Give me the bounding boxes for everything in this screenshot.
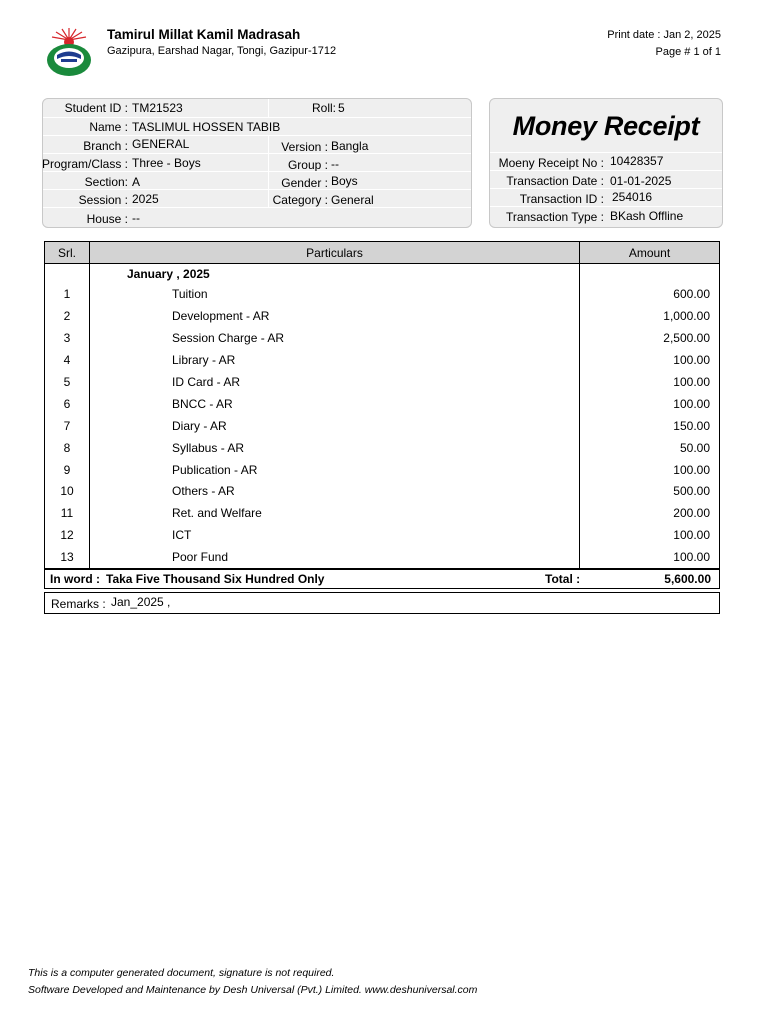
in-word-label: In word : (50, 572, 100, 586)
table-row (45, 415, 720, 437)
gender-label: Gender : (281, 176, 328, 190)
info-row-section (43, 171, 471, 189)
in-word-value: Taka Five Thousand Six Hundred Only (106, 572, 325, 586)
receipt-title: Money Receipt (512, 111, 700, 141)
session-value: 2025 (132, 192, 159, 206)
table-row (45, 284, 720, 306)
srl-header: Srl. (45, 242, 90, 264)
program-value: Three - Boys (132, 156, 201, 170)
table-row (45, 305, 720, 327)
row-particular: Poor Fund (90, 546, 580, 568)
row-particular: Ret. and Welfare (90, 502, 580, 524)
row-particular: Others - AR (90, 481, 580, 503)
table-row (45, 349, 720, 371)
receipt-no-row (490, 152, 722, 170)
student-id-value: TM21523 (132, 101, 183, 115)
particulars-header: Particulars (90, 242, 580, 264)
table-row (45, 371, 720, 393)
transaction-date-row (490, 170, 722, 188)
footer-developer: Software Developed and Maintenance by Desh Universal (Pvt.) Limited. www.deshuniversal.com (28, 984, 478, 996)
row-serial: 9 (45, 459, 90, 481)
group-value: -- (331, 157, 339, 171)
row-particular: Publication - AR (90, 459, 580, 481)
table-row (45, 327, 720, 349)
month-row (45, 264, 720, 284)
version-label: Version : (281, 140, 328, 154)
gender-value: Boys (331, 174, 358, 188)
table-row (45, 546, 720, 568)
institution-name: Tamirul Millat Kamil Madrasah (107, 27, 301, 42)
row-serial: 1 (45, 284, 90, 306)
transaction-id-value: 254016 (612, 190, 653, 204)
transaction-id-row (490, 188, 722, 206)
student-id-label: Student ID : (64, 101, 128, 115)
row-particular: ID Card - AR (90, 371, 580, 393)
row-amount: 2,500.00 (580, 327, 720, 349)
remarks-value: Jan_2025 , (111, 595, 171, 609)
row-amount: 50.00 (580, 437, 720, 459)
house-value: -- (132, 211, 140, 225)
row-amount: 500.00 (580, 481, 720, 503)
row-serial: 3 (45, 327, 90, 349)
row-particular: Development - AR (90, 305, 580, 327)
student-info-panel (42, 98, 472, 228)
row-serial: 6 (45, 393, 90, 415)
transaction-id-label: Transaction ID : (519, 192, 604, 206)
session-label: Session : (78, 193, 128, 207)
receipt-no-label: Moeny Receipt No : (498, 156, 604, 170)
program-label: Program/Class : (41, 157, 128, 171)
info-row-branch (43, 135, 471, 153)
table-row (45, 502, 720, 524)
row-amount: 150.00 (580, 415, 720, 437)
house-label: House : (86, 212, 128, 226)
transaction-type-row (490, 206, 722, 228)
row-particular: Syllabus - AR (90, 437, 580, 459)
roll-value: 5 (338, 101, 345, 115)
branch-value: GENERAL (132, 137, 190, 151)
row-particular: ICT (90, 524, 580, 546)
month-label: January , 2025 (90, 264, 580, 284)
table-row (45, 524, 720, 546)
section-value: A (132, 175, 141, 189)
row-amount: 100.00 (580, 349, 720, 371)
page-number: Page # 1 of 1 (655, 46, 721, 58)
name-label: Name : (89, 120, 128, 134)
table-row (45, 437, 720, 459)
transaction-type-value: BKash Offline (610, 209, 684, 223)
receipt-no-value: 10428357 (610, 154, 664, 168)
row-particular: BNCC - AR (90, 393, 580, 415)
transaction-date-value: 01-01-2025 (610, 174, 672, 188)
row-serial: 10 (45, 481, 90, 503)
row-serial: 2 (45, 305, 90, 327)
footer-disclaimer: This is a computer generated document, signature is not required. (28, 967, 335, 979)
row-particular: Diary - AR (90, 415, 580, 437)
money-receipt-panel (489, 98, 723, 228)
row-serial: 5 (45, 371, 90, 393)
madrasah-emblem-icon (44, 26, 94, 78)
row-particular: Library - AR (90, 349, 580, 371)
info-row-name (43, 117, 471, 135)
row-particular: Tuition (90, 284, 580, 306)
fee-items-table (44, 241, 720, 569)
table-row (45, 393, 720, 415)
row-amount: 100.00 (580, 524, 720, 546)
info-row-session (43, 189, 471, 207)
transaction-date-label: Transaction Date : (506, 174, 604, 188)
row-amount: 100.00 (580, 546, 720, 568)
category-label: Category : (272, 193, 328, 207)
institution-logo (44, 26, 94, 78)
row-amount: 100.00 (580, 393, 720, 415)
row-particular: Session Charge - AR (90, 327, 580, 349)
section-label: Section: (84, 175, 128, 189)
row-serial: 13 (45, 546, 90, 568)
total-value: 5,600.00 (664, 572, 711, 586)
name-value: TASLIMUL HOSSEN TABIB (132, 120, 281, 134)
institution-address: Gazipura, Earshad Nagar, Tongi, Gazipur-1712 (107, 45, 337, 57)
row-serial: 7 (45, 415, 90, 437)
category-value: General (331, 193, 374, 207)
branch-label: Branch : (83, 139, 128, 153)
transaction-type-label: Transaction Type : (505, 210, 604, 224)
row-amount: 100.00 (580, 371, 720, 393)
table-header-row (45, 242, 720, 264)
version-value: Bangla (331, 139, 369, 153)
print-date: Print date : Jan 2, 2025 (607, 29, 721, 41)
info-row-house (43, 207, 471, 228)
remarks-row (44, 592, 720, 614)
roll-label: Roll: (311, 101, 336, 115)
amount-header: Amount (580, 242, 720, 264)
info-row-student-id (43, 99, 471, 117)
row-amount: 600.00 (580, 284, 720, 306)
remarks-label: Remarks : (51, 597, 106, 611)
info-row-program (43, 153, 471, 171)
table-row (45, 481, 720, 503)
row-serial: 12 (45, 524, 90, 546)
row-serial: 8 (45, 437, 90, 459)
total-label: Total : (545, 572, 581, 586)
row-amount: 100.00 (580, 459, 720, 481)
row-serial: 4 (45, 349, 90, 371)
row-amount: 200.00 (580, 502, 720, 524)
row-serial: 11 (45, 502, 90, 524)
total-row (44, 568, 720, 589)
table-row (45, 459, 720, 481)
row-amount: 1,000.00 (580, 305, 720, 327)
group-label: Group : (287, 158, 328, 172)
